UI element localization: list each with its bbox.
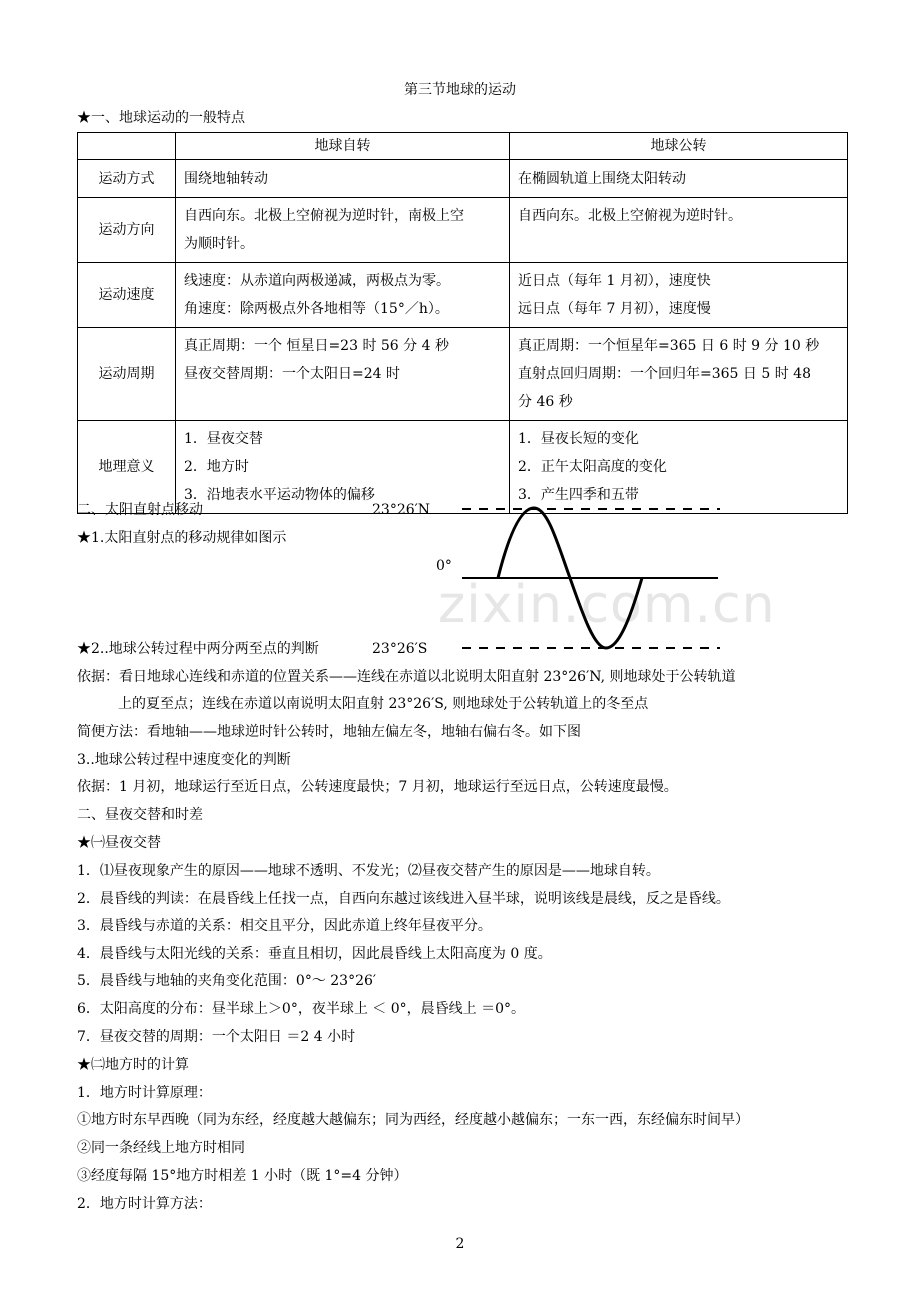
list-item: 6．太阳高度的分布：昼半球上＞0°，夜半球上 ＜ 0°，晨昏线上 ＝0°。 [77,1001,525,1017]
cell-revolution: 1．昼夜长短的变化 2．正午太阳高度的变化 3．产生四季和五带 [510,421,848,514]
cell-revolution: 在椭圆轨道上围绕太阳转动 [510,160,848,198]
cell-rotation: 真正周期：一个 恒星日=23 时 56 分 4 秒 昼夜交替周期：一个太阳日=24 时 [176,328,510,421]
table-header-row [78,133,848,160]
sub-heading-day-night: ★㈠昼夜交替 [77,835,161,851]
motion-features-table [77,132,848,514]
table-row [78,198,848,263]
label-23-26-n: 23°26′N [372,502,431,518]
section2-heading: 二、太阳直射点移动 [77,502,203,518]
row-label: 地理意义 [78,421,176,514]
cell-revolution: 真正周期：一个恒星年=365 日 6 时 9 分 10 秒 直射点回归周期：一个回归年=365 日 5 时 48 分 46 秒 [510,328,848,421]
section1-heading: ★一、地球运动的一般特点 [77,110,245,126]
list-item: 3．晨昏线与赤道的关系：相交且平分，因此赤道上终年昼夜平分。 [77,918,492,934]
list-item: 5．晨昏线与地轴的夹角变化范围：0°～ 23°26′ [77,973,377,989]
basis1-line1: 依据：看日地球心连线和赤道的位置关系——连线在赤道以北说明太阳直射 23°26′N, 则地球处于公转轨道 [77,669,736,685]
basis1-line2: 上的夏至点；连线在赤道以南说明太阳直射 23°26′S, 则地球处于公转轨道上的冬至点 [118,696,649,712]
list-item: 2．地方时计算方法： [77,1196,212,1212]
list-item: ③经度每隔 15°地方时相差 1 小时（既 1°=4 分钟） [77,1168,408,1184]
list-item: ①地方时东早西晚（同为东经，经度越大越偏东；同为西经，经度越小越偏东；一东一西，东经偏东时间早） [77,1112,749,1128]
list-item: 2．晨昏线的判读：在晨昏线上任找一点，自西向东越过该线进入昼半球，说明该线是晨线，反之是昏线。 [77,891,730,907]
section2-item3: 3..地球公转过程中速度变化的判断 [77,752,291,768]
cell-rotation: 自西向东。北极上空俯视为逆时针，南极上空 为顺时针。 [176,198,510,263]
page-number: 2 [455,1236,465,1252]
page-title: 第三节地球的运动 [404,82,516,98]
list-item: 1．⑴昼夜现象产生的原因——地球不透明、不发光；⑵昼夜交替产生的原因是——地球自转。 [77,863,660,879]
table-header-rotation: 地球自转 [176,133,510,160]
table-row [78,328,848,421]
list-item: 4．晨昏线与太阳光线的关系：垂直且相切，因此晨昏线上太阳高度为 0 度。 [77,946,552,962]
section2-item1: ★1.太阳直射点的移动规律如图示 [77,530,287,546]
watermark: zixin.com.cn [438,575,776,635]
cell-rotation: 围绕地轴转动 [176,160,510,198]
list-item: 7．昼夜交替的周期：一个太阳日 ＝2 4 小时 [77,1029,356,1045]
section3-heading: 二、昼夜交替和时差 [77,807,203,823]
list-item: 1．地方时计算原理： [77,1085,212,1101]
basis2: 依据：1 月初，地球运行至近日点，公转速度最快；7 月初，地球运行至远日点，公转速度最慢。 [77,779,678,795]
cell-revolution: 近日点（每年 1 月初），速度快 远日点（每年 7 月初），速度慢 [510,263,848,328]
sub-heading-local-time: ★㈡地方时的计算 [77,1057,189,1073]
list-item: ②同一条经线上地方时相同 [77,1140,245,1156]
table-header-revolution: 地球公转 [510,133,848,160]
cell-revolution: 自西向东。北极上空俯视为逆时针。 [510,198,848,263]
label-23-26-s: 23°26′S [372,641,428,657]
simple-method: 简便方法：看地轴——地球逆时针公转时，地轴左偏左冬，地轴右偏右冬。如下图 [77,724,581,740]
table-row [78,160,848,198]
cell-rotation: 1．昼夜交替 2．地方时 3．沿地表水平运动物体的偏移 [176,421,510,514]
row-label: 运动速度 [78,263,176,328]
label-equator: 0° [436,558,452,574]
cell-rotation: 线速度：从赤道向两极递减，两极点为零。 角速度：除两极点外各地相等（15°／h）。 [176,263,510,328]
table-row [78,263,848,328]
row-label: 运动方向 [78,198,176,263]
row-label: 运动方式 [78,160,176,198]
section2-item2: ★2..地球公转过程中两分两至点的判断 [77,641,319,657]
row-label: 运动周期 [78,328,176,421]
table-header-empty [78,133,176,160]
